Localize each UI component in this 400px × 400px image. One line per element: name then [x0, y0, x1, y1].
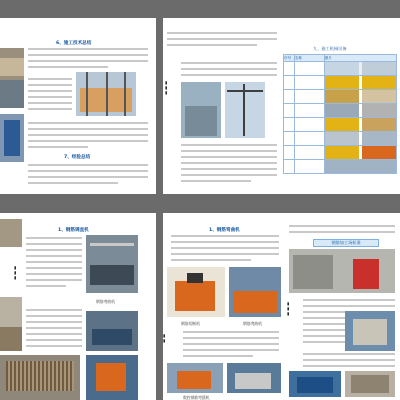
caption-stirrup-machine: 数控钢筋弯箍机	[183, 395, 210, 400]
document-page-3	[0, 213, 156, 400]
document-page-1	[0, 18, 156, 194]
rebar-bundle-photo	[0, 297, 22, 351]
banner-text: 钢筋加工场标准	[331, 240, 361, 245]
equipment-row-photo	[324, 118, 396, 132]
col-header-photo: 照片	[324, 55, 396, 62]
rebar-storage-photo	[0, 355, 80, 400]
section-heading-bending: 1、钢筋弯曲机	[209, 228, 240, 233]
processing-yard-banner	[313, 239, 379, 247]
section-heading-technical-summary: 6、施工技术总结	[56, 41, 92, 46]
processing-yard-photo	[289, 249, 395, 293]
equipment-row-photo	[324, 104, 396, 118]
straightening-machine-photo	[86, 235, 138, 293]
document-page-2	[163, 18, 400, 194]
workshop-photo-left	[0, 114, 24, 162]
machine-photo-bottom-center	[227, 363, 281, 393]
side-label-block-3: ▮ ▮	[163, 333, 166, 343]
col-header-no: 序号	[284, 55, 295, 62]
orange-machine-photo-2	[229, 267, 281, 317]
site-photo	[181, 82, 221, 138]
crane-photo	[225, 82, 265, 138]
orange-machine-photo-1	[167, 267, 225, 317]
worksite-photo-left	[0, 48, 24, 108]
side-label-block-4: ▮ ▮ ▮	[287, 301, 290, 316]
equipment-table	[283, 54, 397, 174]
caption-cutting-machine: 钢筋切断机	[181, 321, 200, 326]
side-label-block-1: ▮ ▮ ▮	[165, 80, 168, 95]
equipment-row-photo	[324, 146, 396, 160]
workshop-photo-right	[345, 371, 395, 397]
machine-photo-bottom-left	[167, 363, 223, 393]
caption-bending-machine: 钢筋弯曲机	[243, 321, 262, 326]
equipment-row-photo	[324, 90, 396, 104]
equipment-row-photo	[324, 76, 396, 90]
equipment-row-photo	[324, 132, 396, 146]
equipment-row-photo	[324, 160, 396, 174]
machine-photo-blue	[86, 355, 138, 400]
blue-machine-photo	[289, 371, 341, 397]
bending-machine-caption: 钢筋弯曲机	[96, 299, 115, 304]
section-heading-experience: 7、经验总结	[64, 155, 91, 160]
document-page-4	[163, 213, 400, 400]
rebar-photo-top	[0, 219, 22, 247]
side-photo-right	[345, 311, 395, 351]
col-header-name: 名称	[294, 55, 324, 62]
scaffolding-photo	[76, 72, 136, 116]
bending-machine-photo	[86, 311, 138, 351]
side-label-block-2: ▮ ▮ ▮	[14, 265, 17, 280]
equipment-table-title: 九、施工机械设备	[313, 46, 347, 51]
section-heading-straightener: 1、钢筋调直机	[58, 228, 89, 233]
equipment-row-photo	[324, 62, 396, 76]
